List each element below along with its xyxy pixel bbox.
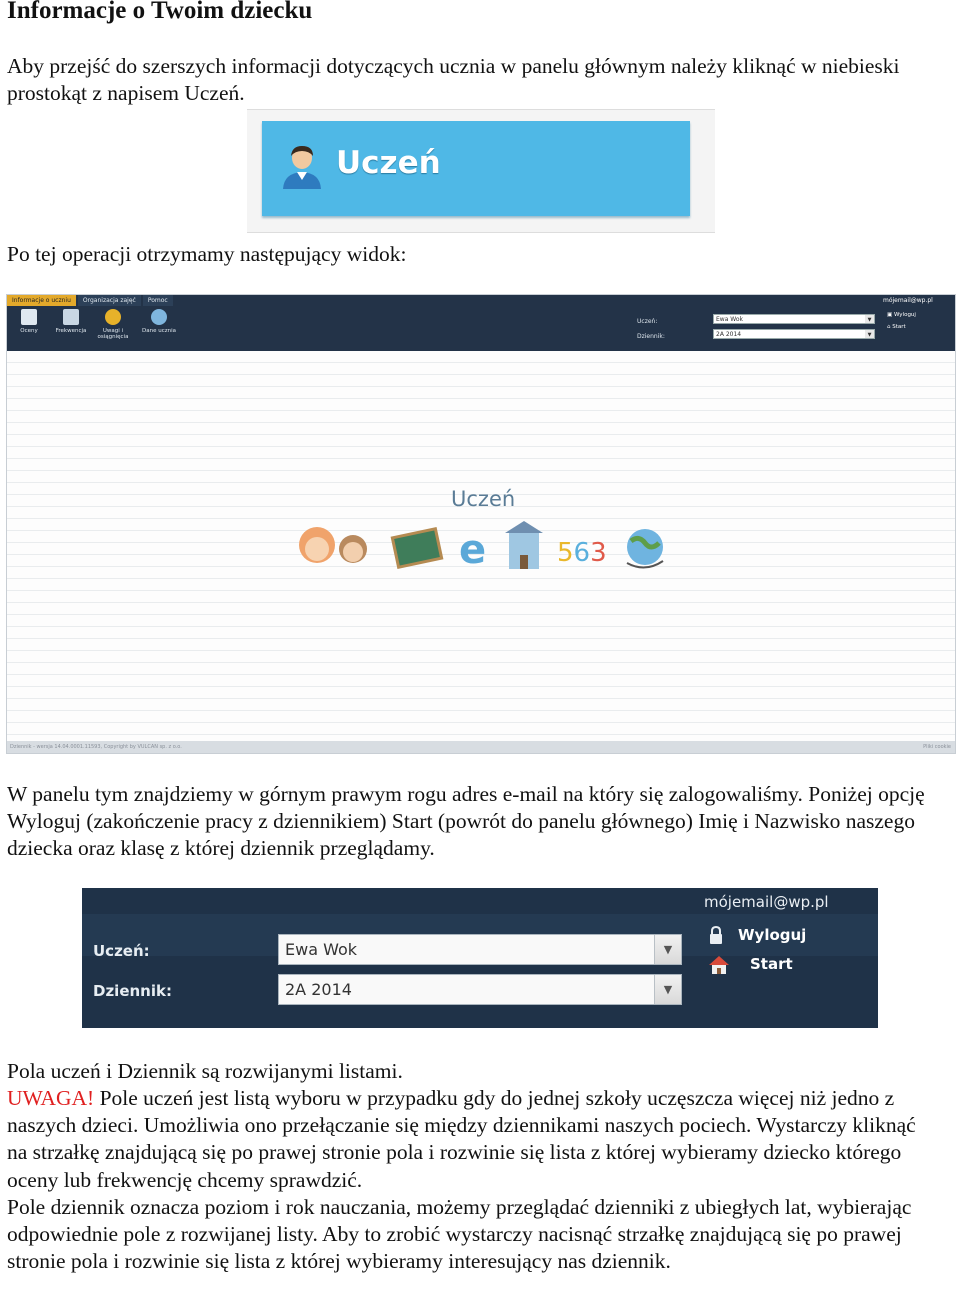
lists-text: Pola uczeń i Dziennik są rozwijanymi listami.	[7, 1059, 403, 1083]
chevron-down-icon[interactable]: ▼	[865, 330, 874, 338]
numbers-icon: 563	[557, 538, 607, 568]
home-icon	[708, 955, 730, 975]
app-header	[7, 295, 955, 351]
app-tabs	[7, 295, 173, 305]
zoom-uczen-select[interactable]	[278, 934, 682, 965]
tool-label: Uwagi i osiągnięcia	[97, 328, 129, 340]
zoom-dziennik-value: 2A 2014	[285, 980, 352, 999]
school-building-icon	[505, 521, 543, 569]
app-uczen-select[interactable]	[713, 314, 875, 324]
app-start-link[interactable]: ⌂ Start	[887, 324, 906, 330]
app-email: mójemail@wp.pl	[883, 297, 933, 304]
tool-dane[interactable]	[139, 309, 179, 340]
tab-informacje[interactable]: Informacje o uczniu	[7, 295, 76, 306]
tool-oceny[interactable]	[13, 309, 45, 340]
app-center-title: Uczeń	[451, 487, 516, 511]
children-faces-icon	[299, 527, 367, 563]
app-dziennik-value: 2A 2014	[716, 331, 742, 338]
app-dziennik-select[interactable]	[713, 329, 875, 339]
app-select-labels	[637, 314, 665, 344]
student-data-icon	[151, 309, 167, 325]
tool-label: Frekwencja	[55, 328, 87, 334]
lock-icon: ▣	[887, 312, 894, 318]
zoom-dziennik-select[interactable]	[278, 974, 682, 1005]
app-logout-link[interactable]: ▣ Wyloguj	[887, 312, 916, 318]
zoom-dziennik-label: Dziennik:	[93, 982, 172, 1000]
zoom-uczen-value: Ewa Wok	[285, 940, 358, 959]
grades-icon	[21, 309, 37, 325]
tool-label: Oceny	[20, 328, 38, 334]
attendance-icon	[63, 309, 79, 325]
app-footer-cookies[interactable]: Pliki cookie	[923, 744, 951, 750]
zoom-start-label: Start	[750, 955, 793, 973]
zoom-start-link[interactable]	[708, 955, 793, 973]
app-dziennik-label: Dziennik:	[637, 333, 665, 340]
student-person-icon	[280, 143, 324, 189]
chevron-down-icon[interactable]: ▼	[654, 935, 681, 964]
app-footer-left: Dziennik - wersja 14.04.0001.11593, Copyright by VULCAN sp. z o.o.	[10, 744, 182, 750]
tab-pomoc[interactable]: Pomoc	[143, 295, 173, 306]
app-uczen-value: Ewa Wok	[716, 316, 744, 323]
zoom-logout-label: Wyloguj	[738, 926, 807, 944]
uczen-illustration[interactable]	[295, 521, 675, 573]
zoom-logout-link[interactable]	[708, 926, 806, 944]
app-main	[7, 351, 955, 741]
chevron-down-icon[interactable]: ▼	[654, 975, 681, 1004]
tool-label: Dane ucznia	[141, 328, 176, 334]
tab-organizacja[interactable]: Organizacja zajęć	[78, 295, 141, 306]
zoomed-header-screenshot	[82, 888, 878, 1028]
zoom-email: mójemail@wp.pl	[704, 893, 829, 911]
app-footer	[7, 741, 955, 753]
e-letter-icon: e	[459, 527, 487, 573]
warning-body: Pole uczeń jest listą wyboru w przypadku gdy do jednej szkoły uczęszcza więcej niż jedno z naszych dzieci. Umożliwia ono przełączanie się między dziennikami naszych pociech. Wystarczy kliknąć na strzałkę znajdującą się po prawej stronie pola i rozwinie się lista z której wybieramy dziecko którego oceny lub frekwencję chcemy sprawdzić.	[7, 1086, 916, 1192]
app-screenshot	[6, 294, 956, 754]
app-toolbar	[13, 309, 179, 340]
home-icon: ⌂	[887, 324, 893, 330]
tool-frekwencja[interactable]	[55, 309, 87, 340]
zoom-uczen-label: Uczeń:	[93, 942, 150, 960]
intro-paragraph: Aby przejść do szerszych informacji dotyczących ucznia w panelu głównym należy kliknąć w niebieski prostokąt z napisem Uczeń.	[7, 54, 900, 106]
remarks-icon	[105, 309, 121, 325]
journal-paragraph: Pole dziennik oznacza poziom i rok nauczania, możemy przeglądać dzienniki z ubiegłych lat, wybierając odpowiednie pole z rozwijanej listy. Aby to zrobić wystarczy nacisnąć strzałkę znajdującą się po prawej stronie pola i rozwinie się lista z której wybieramy interesujący nas dziennik.	[7, 1195, 912, 1274]
warning-paragraph	[7, 1085, 937, 1194]
uczen-button-label: Uczeń	[336, 145, 441, 181]
app-uczen-label: Uczeń:	[637, 318, 658, 325]
page-heading: Informacje o Twoim dziecku	[7, 0, 313, 24]
globe-icon	[627, 529, 663, 568]
chevron-down-icon[interactable]: ▼	[865, 315, 874, 323]
uczen-button[interactable]	[262, 121, 690, 216]
lock-icon	[708, 926, 724, 946]
app-user-links	[887, 309, 916, 333]
warning-label: UWAGA!	[7, 1086, 95, 1110]
chalkboard-icon	[392, 529, 441, 567]
after-click-text: Po tej operacji otrzymamy następujący widok:	[7, 242, 407, 266]
panel-description: W panelu tym znajdziemy w górnym prawym rogu adres e-mail na który się zalogowaliśmy. Poniżej opcję Wyloguj (zakończenie pracy z dziennikiem) Start (powrót do panelu głównego) Imię i Nazwisko naszego dziecka oraz klasę z której dziennik przeglądamy.	[7, 782, 925, 861]
tool-uwagi[interactable]	[97, 309, 129, 340]
